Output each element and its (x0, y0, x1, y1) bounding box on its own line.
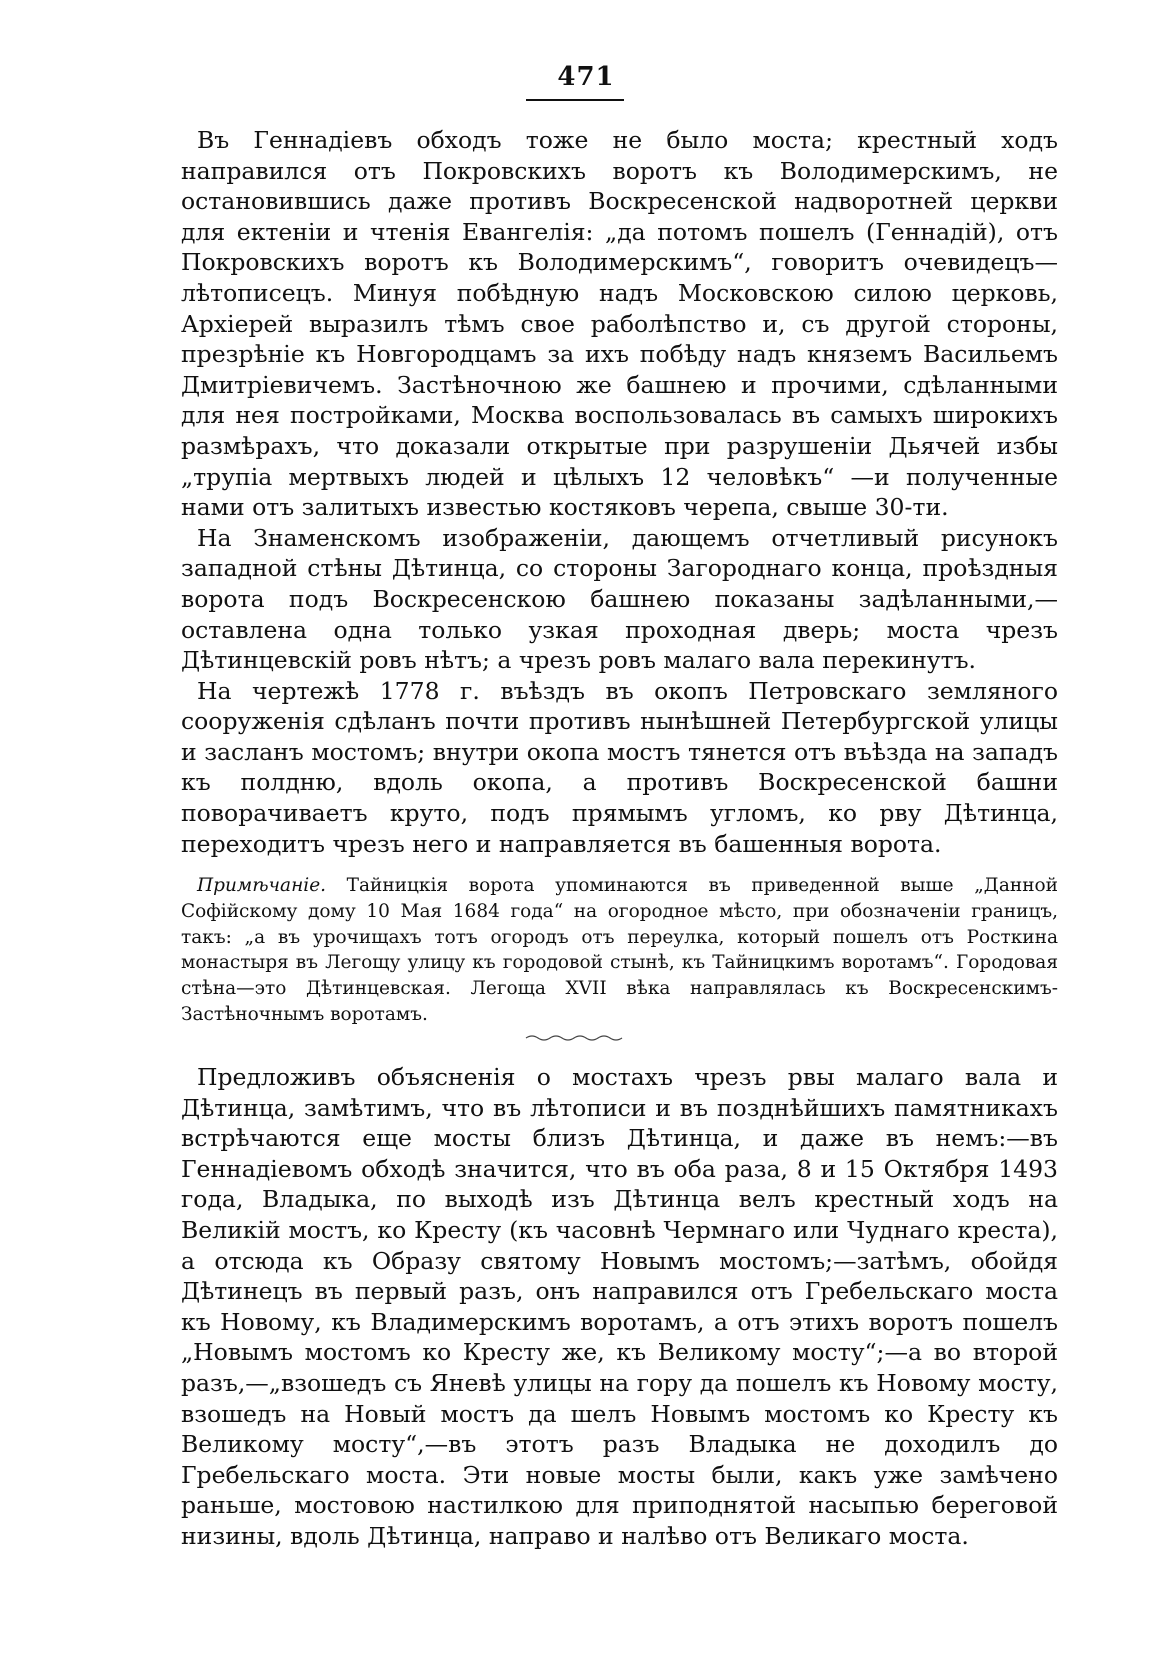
page-number: 471 (557, 62, 615, 92)
page-number-rule (526, 99, 624, 101)
main-text-block (181, 125, 1058, 859)
paragraph: Въ Геннадіевъ обходъ тоже не было моста; крестный ходъ направился отъ Покровскихъ воротъ къ Володимерскимъ, не остановившись даже противъ Воскресенской надворотней церкви для ектеніи и чтенія Евангелія: „да потомъ пошелъ (Геннадій), отъ Покровскихъ воротъ къ Володимерскимъ“, говоритъ очевидецъ—лѣтописецъ. Минуя побѣдную надъ Московскою силою церковь, Архіерей выразилъ тѣмъ свое раболѣпство и, съ другой стороны, презрѣніе къ Новгородцамъ за ихъ побѣду надъ княземъ Васильемъ Дмитріевичемъ. Застѣночною же башнею и прочими, сдѣланными для нея постройками, Москва воспользовалась въ самыхъ широкихъ размѣрахъ, что доказали открытые при разрушеніи Дьячей избы „трупіа мертвыхъ людей и цѣлыхъ 12 человѣкъ“ —и полученные нами отъ залитыхъ известью костяковъ черепа, свыше 30-ти. (181, 126, 1058, 522)
paragraph: На чертежѣ 1778 г. въѣздъ въ окопъ Петровскаго земляного сооруженія сдѣланъ почти противъ нынѣшней Петербургской улицы и засланъ мостомъ; внутри окопа мостъ тянется отъ въѣзда на западъ къ полдню, вдоль окопа, а противъ Воскресенской башни поворачиваетъ круто, подъ прямымъ угломъ, ко рву Дѣтинца, переходитъ чрезъ него и направляется въ башенныя ворота. (181, 676, 1058, 858)
footnote-text: Тайницкія ворота упоминаются въ приведенной выше „Данной Софійскому дому 10 Мая 1684 года“ на огородное мѣсто, при обозначеніи границъ, такъ: „а въ урочищахъ тотъ огородъ отъ переулка, который пошелъ отъ Росткина монастыря въ Легощу улицу къ городовой стынѣ, къ Тайницкимъ воротамъ“. Городовая стѣна—это Дѣтинцевская. Легоща XVII вѣка направлялась къ Воскресенскимъ-Застѣночнымъ воротамъ. (181, 875, 1058, 1025)
paragraph: На Знаменскомъ изображеніи, дающемъ отчетливый рисунокъ западной стѣны Дѣтинца, со стороны Загороднаго конца, проѣздныя ворота подъ Воскресенскою башнею показаны задѣланными,—оставлена одна только узкая проходная дверь; моста чрезъ Дѣтинцевскій ровъ нѣтъ; а чрезъ ровъ малаго вала перекинутъ. (181, 523, 1058, 675)
section-divider-ornament (524, 1033, 624, 1041)
footnote-paragraph (181, 873, 1058, 1028)
second-text-block (181, 1062, 1058, 1552)
footnote-label: Примѣчаніе. (197, 875, 327, 896)
paragraph: Предложивъ объясненія о мостахъ чрезъ рвы малаго вала и Дѣтинца, замѣтимъ, что въ лѣтописи и въ позднѣйшихъ памятникахъ встрѣчаются еще мосты близъ Дѣтинца, и даже въ немъ:—въ Геннадіевомъ обходѣ значится, что въ оба раза, 8 и 15 Октября 1493 года, Владыка, по выходѣ изъ Дѣтинца велъ крестный ходъ на Великій мостъ, ко Кресту (къ часовнѣ Чермнаго или Чуднаго креста), а отсюда къ Образу святому Новымъ мостомъ;—затѣмъ, обойдя Дѣтинецъ въ первый разъ, онъ направился отъ Гребельскаго моста къ Новому, къ Владимерскимъ воротамъ, а отъ этихъ воротъ пошелъ „Новымъ мостомъ ко Кресту же, къ Великому мосту“;—а во второй разъ,—„взошедъ съ Яневѣ улицы на гору да пошелъ къ Новому мосту, взошедъ на Новый мостъ да шелъ Новымъ мостомъ ко Кресту къ Великому мосту“,—въ этотъ разъ Владыка не доходилъ до Гребельскаго моста. Эти новые мосты были, какъ уже замѣчено раньше, мостовою настилкою для приподнятой насыпью береговой низины, вдоль Дѣтинца, направо и налѣво отъ Великаго моста. (181, 1063, 1058, 1550)
footnote-block (181, 873, 1058, 1028)
